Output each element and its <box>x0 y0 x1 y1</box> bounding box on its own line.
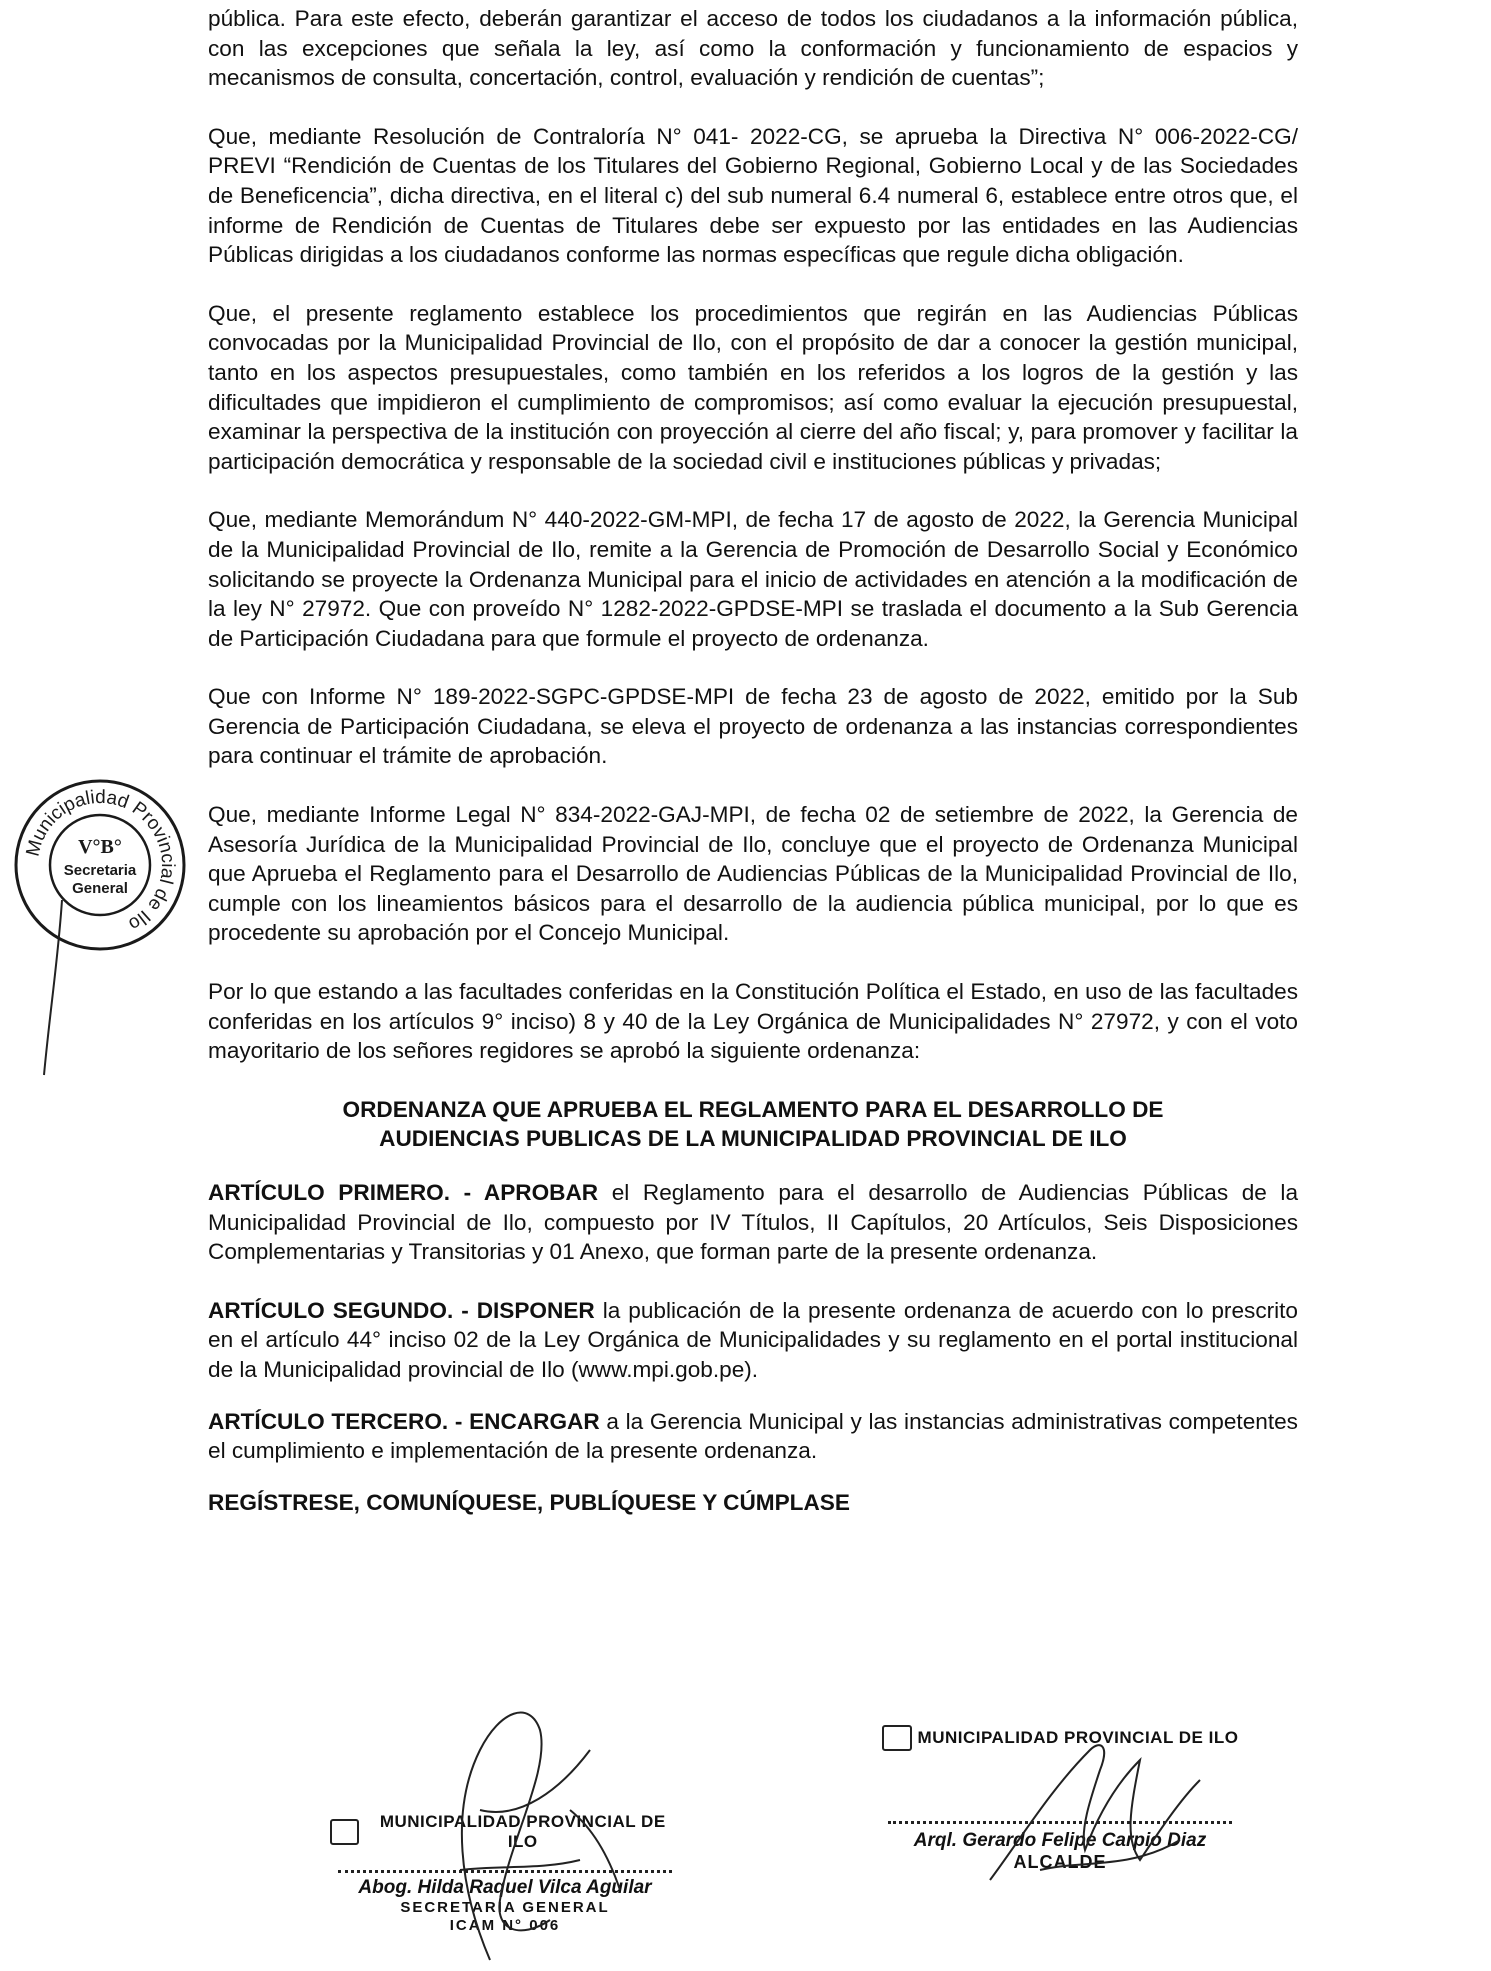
signature-left-name: Abog. Hilda Raquel Vilca Aguilar <box>358 1877 652 1898</box>
stamp-vobo: V°B° <box>78 836 122 858</box>
article-second <box>208 1296 1298 1385</box>
municipal-crest-icon <box>330 1819 359 1845</box>
municipal-crest-icon <box>882 1725 912 1751</box>
paragraph-facultades: Por lo que estando a las facultades conferidas en la Constitución Política el Estado, en uso de las facultades conferidas en los artículos 9° inciso) 8 y 40 de la Ley Orgánica de Municipalidades N° 27972, y con el voto mayoritario de los señores regidores se aprobó la siguiente ordenanza: <box>208 979 1298 1064</box>
document-body <box>208 4 1298 1517</box>
signature-left-registration: ICAM N° 006 <box>449 1917 561 1934</box>
stamp-general: General <box>72 880 128 897</box>
signature-right-block <box>880 1725 1240 1873</box>
ordinance-title-line-2: AUDIENCIAS PUBLICAS DE LA MUNICIPALIDAD PROVINCIAL DE ILO <box>379 1126 1127 1152</box>
article-third-heading: ARTÍCULO TERCERO. - ENCARGAR <box>208 1408 600 1434</box>
closing-formula: REGÍSTRESE, COMUNÍQUESE, PUBLÍQUESE Y CÚMPLASE <box>208 1489 850 1515</box>
paragraph-informe: Que con Informe N° 189-2022-SGPC-GPDSE-MPI de fecha 23 de agosto de 2022, emitido por la Sub Gerencia de Participación Ciudadana, se eleva el proyecto de ordenanza a las instancias correspondientes para continuar el trámite de aprobación. <box>208 684 1298 769</box>
signature-right-name: Arql. Gerardo Felipe Carpio Diaz <box>913 1830 1207 1851</box>
stamp-ring-text <box>22 787 178 935</box>
ordinance-title-line-1: ORDENANZA QUE APRUEBA EL REGLAMENTO PARA EL DESARROLLO DE <box>342 1096 1164 1122</box>
article-first-text: el Reglamento para el desarrollo de Audiencias Públicas de la Municipalidad Provincial de Ilo, compuesto por IV Títulos, II Capítulos, 20 Artículos, Seis Disposiciones Complementarias y Transitorias y 01 Anexo, que forman parte de la presente ordenanza. <box>208 1180 1299 1265</box>
paragraph-reglamento: Que, el presente reglamento establece los procedimientos que regirán en las Audiencias Públicas convocadas por la Municipalidad Provincial de Ilo, con el propósito de dar a conocer la gestión municipal, tanto en los aspectos presupuestales, como también en los referidos a los logros de la gestión y las dificultades que impidieron el cumplimiento de compromisos; así como evaluar la ejecución presupuestal, examinar la perspectiva de la institución con proyección al cierre del año fiscal; y, para promover y facilitar la participación democrática y responsable de la sociedad civil e instituciones públicas y privadas; <box>208 300 1298 474</box>
article-third-text: a la Gerencia Municipal y las instancias administrativas competentes el cumplimiento e implementación de la presente ordenanza. <box>208 1408 1298 1464</box>
signature-left-line <box>338 1870 672 1873</box>
signature-right-line <box>888 1821 1232 1824</box>
paragraph-memorandum: Que, mediante Memorándum N° 440-2022-GM-MPI, de fecha 17 de agosto de 2022, la Gerencia Municipal de la Municipalidad Provincial de Ilo, remite a la Gerencia de Promoción de Desarrollo Social y Económico solicitando se proyecte la Ordenanza Municipal para el inicio de actividades en atención a la modificación de la ley N° 27972. Que con proveído N° 1282-2022-GPDSE-MPI se traslada el documento a la Sub Gerencia de Participación Ciudadana para que formule el proyecto de ordenanza. <box>208 507 1298 651</box>
stamp-secretaria: Secretaria <box>63 862 137 879</box>
signature-right-seal <box>880 1725 1240 1751</box>
article-third <box>208 1407 1298 1466</box>
article-first-heading: ARTÍCULO PRIMERO. - APROBAR <box>208 1180 599 1205</box>
article-second-text: la publicación de la presente ordenanza de acuerdo con lo prescrito en el artículo 44° inciso 02 de la Ley Orgánica de Municipalidades y su reglamento en el portal institucional de la Municipalidad provincial de Ilo (www.mpi.gob.pe). <box>208 1297 1298 1382</box>
paragraph-contraloria: Que, mediante Resolución de Contraloría N° 041- 2022-CG, se aprueba la Directiva N° 006-2022-CG/ PREVI “Rendición de Cuentas de los Titulares del Gobierno Regional, Gobierno Local y de las Sociedades de Beneficencia”, dicha directiva, en el literal c) del sub numeral 6.4 numeral 6, establece entre otros que, el informe de Rendición de Cuentas de Titulares debe ser expuesto por las entidades en las Audiencias Públicas dirigidas a los ciudadanos conforme las normas específicas que regule dicha obligación. <box>208 123 1298 268</box>
signature-left-seal <box>330 1812 680 1852</box>
paragraph-informe-legal: Que, mediante Informe Legal N° 834-2022-GAJ-MPI, de fecha 02 de setiembre de 2022, la Gerencia de Asesoría Jurídica de la Municipalidad Provincial de Ilo, concluye que el proyecto de Ordenanza Municipal que Aprueba el Reglamento para el Desarrollo de Audiencias Públicas de la Municipalidad Provincial de Ilo, cumple con los lineamientos básicos para el desarrollo de la audiencia pública municipal, por lo que es procedente su aprobación por el Concejo Municipal. <box>208 802 1298 946</box>
signature-right-role: ALCALDE <box>1013 1852 1107 1872</box>
signature-left-seal-text: MUNICIPALIDAD PROVINCIAL DE ILO <box>379 1812 666 1851</box>
signature-left-role: SECRETARIA GENERAL <box>400 1899 610 1916</box>
signature-left-block <box>330 1812 680 1935</box>
paragraph-intro: pública. Para este efecto, deberán garantizar el acceso de todos los ciudadanos a la información pública, con las excepciones que señala la ley, así como la conformación y funcionamiento de espacios y mecanismos de consulta, concertación, control, evaluación y rendición de cuentas”; <box>208 6 1298 91</box>
article-first <box>208 1178 1298 1267</box>
stamp-ring-textpath: Municipalidad Provincial de Ilo <box>22 786 179 935</box>
signature-right-seal-text: MUNICIPALIDAD PROVINCIAL DE ILO <box>917 1728 1239 1747</box>
ordinance-title <box>208 1095 1298 1154</box>
article-second-heading: ARTÍCULO SEGUNDO. - DISPONER <box>208 1297 595 1323</box>
approval-stamp <box>10 775 190 955</box>
